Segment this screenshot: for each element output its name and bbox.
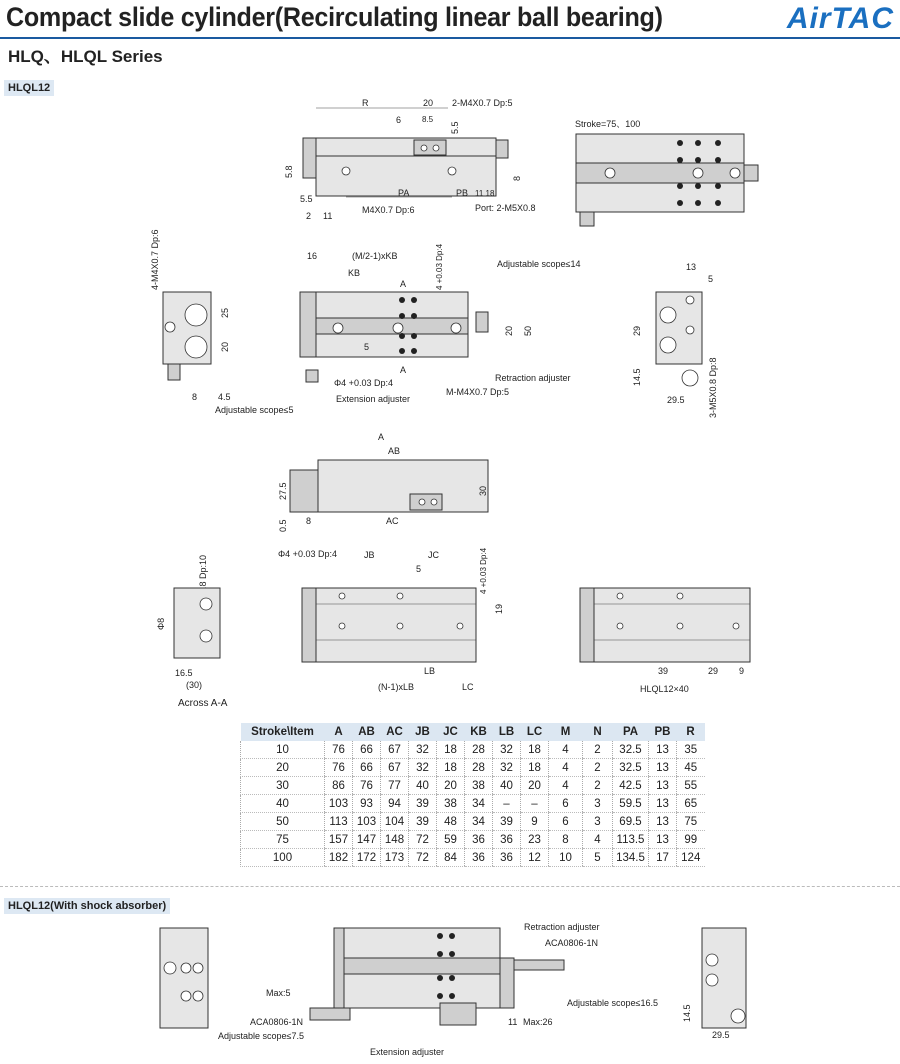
table-cell: 32 (493, 759, 521, 777)
dim-4-5: 4.5 (218, 392, 231, 402)
table-cell: 10 (241, 741, 325, 759)
dim-20: 20 (423, 98, 434, 108)
table-cell: 13 (649, 795, 677, 813)
table-cell: 2 (583, 777, 613, 795)
table-cell: 12 (521, 849, 549, 867)
dim-29-5: 29.5 (667, 395, 685, 405)
table-cell: 40 (241, 795, 325, 813)
dim-JC: JC (428, 550, 439, 560)
section-tag-hlql12: HLQL12 (4, 80, 54, 96)
dim-29-b: 29 (708, 666, 719, 676)
table-cell: 20 (437, 777, 465, 795)
dim-30-paren: (30) (186, 680, 203, 690)
table-cell: 6 (549, 813, 583, 831)
table-cell: 48 (437, 813, 465, 831)
table-cell: 103 (353, 813, 381, 831)
dim-20-end: 20 (220, 341, 230, 352)
table-cell: 38 (465, 777, 493, 795)
label-adjustable-7-5: Adjustable scope≤7.5 (218, 1031, 304, 1041)
table-cell: 20 (521, 777, 549, 795)
table-cell: 34 (465, 813, 493, 831)
dim-4-dp4: 4 +0.03 Dp:4 (435, 243, 444, 290)
table-cell: 20 (241, 759, 325, 777)
table-cell: 100 (241, 849, 325, 867)
table-cell: 94 (381, 795, 409, 813)
dim-PB: PB (456, 188, 469, 198)
column-header: Stroke\Item (241, 723, 325, 741)
table-cell: 4 (583, 831, 613, 849)
bottom-view (278, 547, 504, 692)
table-cell: 103 (325, 795, 353, 813)
table-cell: 93 (353, 795, 381, 813)
table-row (241, 849, 705, 867)
dim-6: 6 (396, 115, 402, 125)
series-subtitle: HLQ、HLQL Series (8, 47, 163, 66)
table-row (241, 759, 705, 777)
table-cell: 5 (583, 849, 613, 867)
table-cell: 4 (549, 777, 583, 795)
label-stroke: Stroke=75、100 (575, 119, 641, 129)
dim-m-kb: (M/2-1)xKB (352, 251, 398, 261)
label-m4-dp6: M4X0.7 Dp:6 (362, 205, 415, 215)
table-cell: 23 (521, 831, 549, 849)
side-view-top (284, 98, 536, 221)
column-header: KB (465, 723, 493, 741)
dim-A: A (378, 432, 385, 442)
table-row (241, 777, 705, 795)
column-header: A (325, 723, 353, 741)
table-cell: 18 (437, 759, 465, 777)
main-top-view (300, 243, 581, 404)
end-view-left (150, 229, 294, 415)
dim-11-18: 11 18 (475, 189, 495, 198)
label-adjustable-14: Adjustable scope≤14 (497, 259, 581, 269)
table-cell: 17 (649, 849, 677, 867)
table-cell: 148 (381, 831, 409, 849)
dim-LB: LB (424, 666, 436, 676)
column-header: LB (493, 723, 521, 741)
bottom-view-hlql12x40 (580, 588, 750, 694)
label-port: Port: 2-M5X0.8 (475, 203, 536, 213)
table-cell: 32.5 (613, 759, 649, 777)
label-aca0806-right: ACA0806-1N (545, 938, 599, 948)
column-header: R (677, 723, 705, 741)
table-cell: 39 (409, 795, 437, 813)
dim-5-5b: 5.5 (300, 194, 313, 204)
table-cell: – (493, 795, 521, 813)
table-cell: 40 (493, 777, 521, 795)
table-cell: 32 (409, 741, 437, 759)
table-cell: 3 (583, 795, 613, 813)
table-cell: 76 (325, 741, 353, 759)
dim-27-5: 27.5 (278, 482, 288, 500)
dim-R: R (362, 98, 369, 108)
dim-KB: KB (348, 268, 361, 278)
airtac-logo: AirTAC (786, 2, 894, 35)
label-across-a-a: Across A-A (178, 698, 228, 709)
section-tag-shock-absorber: HLQL12(With shock absorber) (4, 898, 170, 914)
dim-5-8: 5.8 (284, 165, 294, 178)
dim-AB: AB (388, 446, 401, 456)
table-cell: 104 (381, 813, 409, 831)
label-phi4-bottom: Φ4 +0.03 Dp:4 (278, 549, 337, 559)
table-cell: 147 (353, 831, 381, 849)
table-row (241, 741, 705, 759)
dim-11: 11 (323, 211, 333, 221)
table-cell: 134.5 (613, 849, 649, 867)
dim-29: 29 (632, 325, 642, 336)
table-cell: 67 (381, 741, 409, 759)
table-row (241, 795, 705, 813)
label-phi4: Φ4 +0.03 Dp:4 (334, 378, 393, 388)
table-cell: – (521, 795, 549, 813)
label-max-26: Max:26 (523, 1017, 553, 1027)
dim-LC: LC (462, 682, 474, 692)
table-cell: 4 (549, 759, 583, 777)
table-cell: 113 (325, 813, 353, 831)
dim-14-5-shock: 14.5 (682, 1004, 692, 1022)
column-header: AB (353, 723, 381, 741)
section-mark-a-bottom: A (400, 365, 407, 375)
table-cell: 75 (241, 831, 325, 849)
table-cell: 67 (381, 759, 409, 777)
dim-8-side: 8 (306, 516, 312, 526)
dim-30: 30 (478, 485, 488, 496)
table-cell: 182 (325, 849, 353, 867)
dim-AC: AC (386, 516, 399, 526)
section-mark-a-top: A (400, 279, 407, 289)
table-cell: 42.5 (613, 777, 649, 795)
table-cell: 18 (521, 741, 549, 759)
dim-9: 9 (739, 666, 745, 676)
column-header: JB (409, 723, 437, 741)
table-cell: 59 (437, 831, 465, 849)
column-header: JC (437, 723, 465, 741)
dim-29-5-shock: 29.5 (712, 1030, 730, 1040)
column-header: N (583, 723, 613, 741)
table-cell: 32 (409, 759, 437, 777)
dim-5-bottom: 5 (416, 564, 422, 574)
table-cell: 66 (353, 759, 381, 777)
table-cell: 10 (549, 849, 583, 867)
table-cell: 77 (381, 777, 409, 795)
table-cell: 157 (325, 831, 353, 849)
label-adjustable-5: Adjustable scope≤5 (215, 405, 294, 415)
dim-8: 8 (512, 175, 522, 181)
dim-5-right: 5 (708, 274, 714, 284)
table-cell: 72 (409, 849, 437, 867)
dim-16: 16 (307, 251, 318, 261)
table-cell: 4 (549, 741, 583, 759)
dim-20-main: 20 (504, 325, 514, 336)
dim-2: 2 (306, 211, 312, 221)
table-cell: 45 (677, 759, 705, 777)
column-header: PA (613, 723, 649, 741)
label-4-m4: 4-M4X0.7 Dp:6 (150, 229, 160, 290)
table-cell: 113.5 (613, 831, 649, 849)
table-cell: 32.5 (613, 741, 649, 759)
label-m-m4: M-M4X0.7 Dp:5 (446, 387, 510, 397)
table-cell: 75 (677, 813, 705, 831)
table-cell: 55 (677, 777, 705, 795)
label-shock-retraction-adjuster: Retraction adjuster (524, 922, 600, 932)
label-max-5: Max:5 (266, 988, 291, 998)
column-header: PB (649, 723, 677, 741)
dim-19: 19 (494, 603, 504, 614)
table-cell: 18 (521, 759, 549, 777)
column-header: LC (521, 723, 549, 741)
label-retraction-adjuster: Retraction adjuster (495, 373, 571, 383)
label-adjustable-16-5: Adjustable scope≤16.5 (567, 998, 659, 1008)
end-view-right (632, 262, 718, 418)
table-cell: 59.5 (613, 795, 649, 813)
table-cell: 36 (465, 831, 493, 849)
side-view-middle (278, 432, 488, 532)
label-3-m5: 3-M5X0.8 Dp:8 (708, 357, 718, 418)
table-cell: 84 (437, 849, 465, 867)
table-cell: 86 (325, 777, 353, 795)
table-cell: 28 (465, 741, 493, 759)
column-header: M (549, 723, 583, 741)
table-cell: 173 (381, 849, 409, 867)
dim-phi8: Φ8 (156, 617, 166, 630)
dim-16-5: 16.5 (175, 668, 193, 678)
dim-39: 39 (658, 666, 669, 676)
table-cell: 40 (409, 777, 437, 795)
table-cell: 13 (649, 813, 677, 831)
table-cell: 2 (583, 741, 613, 759)
table-cell: 6 (549, 795, 583, 813)
table-cell: 36 (493, 831, 521, 849)
dim-50: 50 (523, 325, 533, 336)
dim-13: 13 (686, 262, 697, 272)
table-cell: 39 (493, 813, 521, 831)
table-cell: 69.5 (613, 813, 649, 831)
label-aca0806-left: ACA0806-1N (250, 1017, 304, 1027)
table-cell: 35 (677, 741, 705, 759)
dim-8-5: 8.5 (422, 115, 434, 124)
table-cell: 28 (465, 759, 493, 777)
dim-n-lb: (N-1)xLB (378, 682, 415, 692)
dim-25: 25 (220, 307, 230, 318)
label-shock-extension-adjuster: Extension adjuster (370, 1047, 445, 1057)
table-cell: 38 (437, 795, 465, 813)
shock-absorber-views (160, 922, 746, 1057)
dim-0-5: 0.5 (278, 519, 288, 532)
dim-JB: JB (364, 550, 375, 560)
dimension-table (240, 723, 705, 867)
table-cell: 39 (409, 813, 437, 831)
table-cell: 3 (583, 813, 613, 831)
table-cell: 13 (649, 831, 677, 849)
table-cell: 2 (583, 759, 613, 777)
dim-2-m4: 2-M4X0.7 Dp:5 (452, 98, 513, 108)
table-cell: 30 (241, 777, 325, 795)
table-cell: 32 (493, 741, 521, 759)
dim-14-5: 14.5 (632, 368, 642, 386)
label-extension-adjuster: Extension adjuster (336, 394, 411, 404)
table-cell: 72 (409, 831, 437, 849)
table-row (241, 813, 705, 831)
table-cell: 124 (677, 849, 705, 867)
dim-5-5: 5.5 (450, 121, 460, 134)
section-view-a-a (156, 555, 228, 709)
table-cell: 66 (353, 741, 381, 759)
table-cell: 50 (241, 813, 325, 831)
table-cell: 8 (549, 831, 583, 849)
dim-5: 5 (364, 342, 370, 352)
table-cell: 18 (437, 741, 465, 759)
table-cell: 34 (465, 795, 493, 813)
table-cell: 65 (677, 795, 705, 813)
table-cell: 76 (325, 759, 353, 777)
table-cell: 99 (677, 831, 705, 849)
table-header-row (241, 723, 705, 741)
table-row (241, 831, 705, 849)
table-cell: 13 (649, 759, 677, 777)
label-hlql12x40: HLQL12×40 (640, 684, 689, 694)
dim-8-end: 8 (192, 392, 198, 402)
page-title: Compact slide cylinder(Recirculating linear ball bearing) (6, 2, 663, 32)
dim-4-dp4-bottom: 4 +0.03 Dp:4 (479, 547, 488, 594)
table-cell: 36 (493, 849, 521, 867)
table-cell: 13 (649, 777, 677, 795)
table-cell: 172 (353, 849, 381, 867)
table-cell: 9 (521, 813, 549, 831)
table-cell: 13 (649, 741, 677, 759)
top-view-stroke-75-100 (575, 119, 758, 226)
dim-11-shock: 11 (508, 1017, 518, 1027)
table-cell: 76 (353, 777, 381, 795)
table-cell: 36 (465, 849, 493, 867)
column-header: AC (381, 723, 409, 741)
dim-PA: PA (398, 188, 410, 198)
